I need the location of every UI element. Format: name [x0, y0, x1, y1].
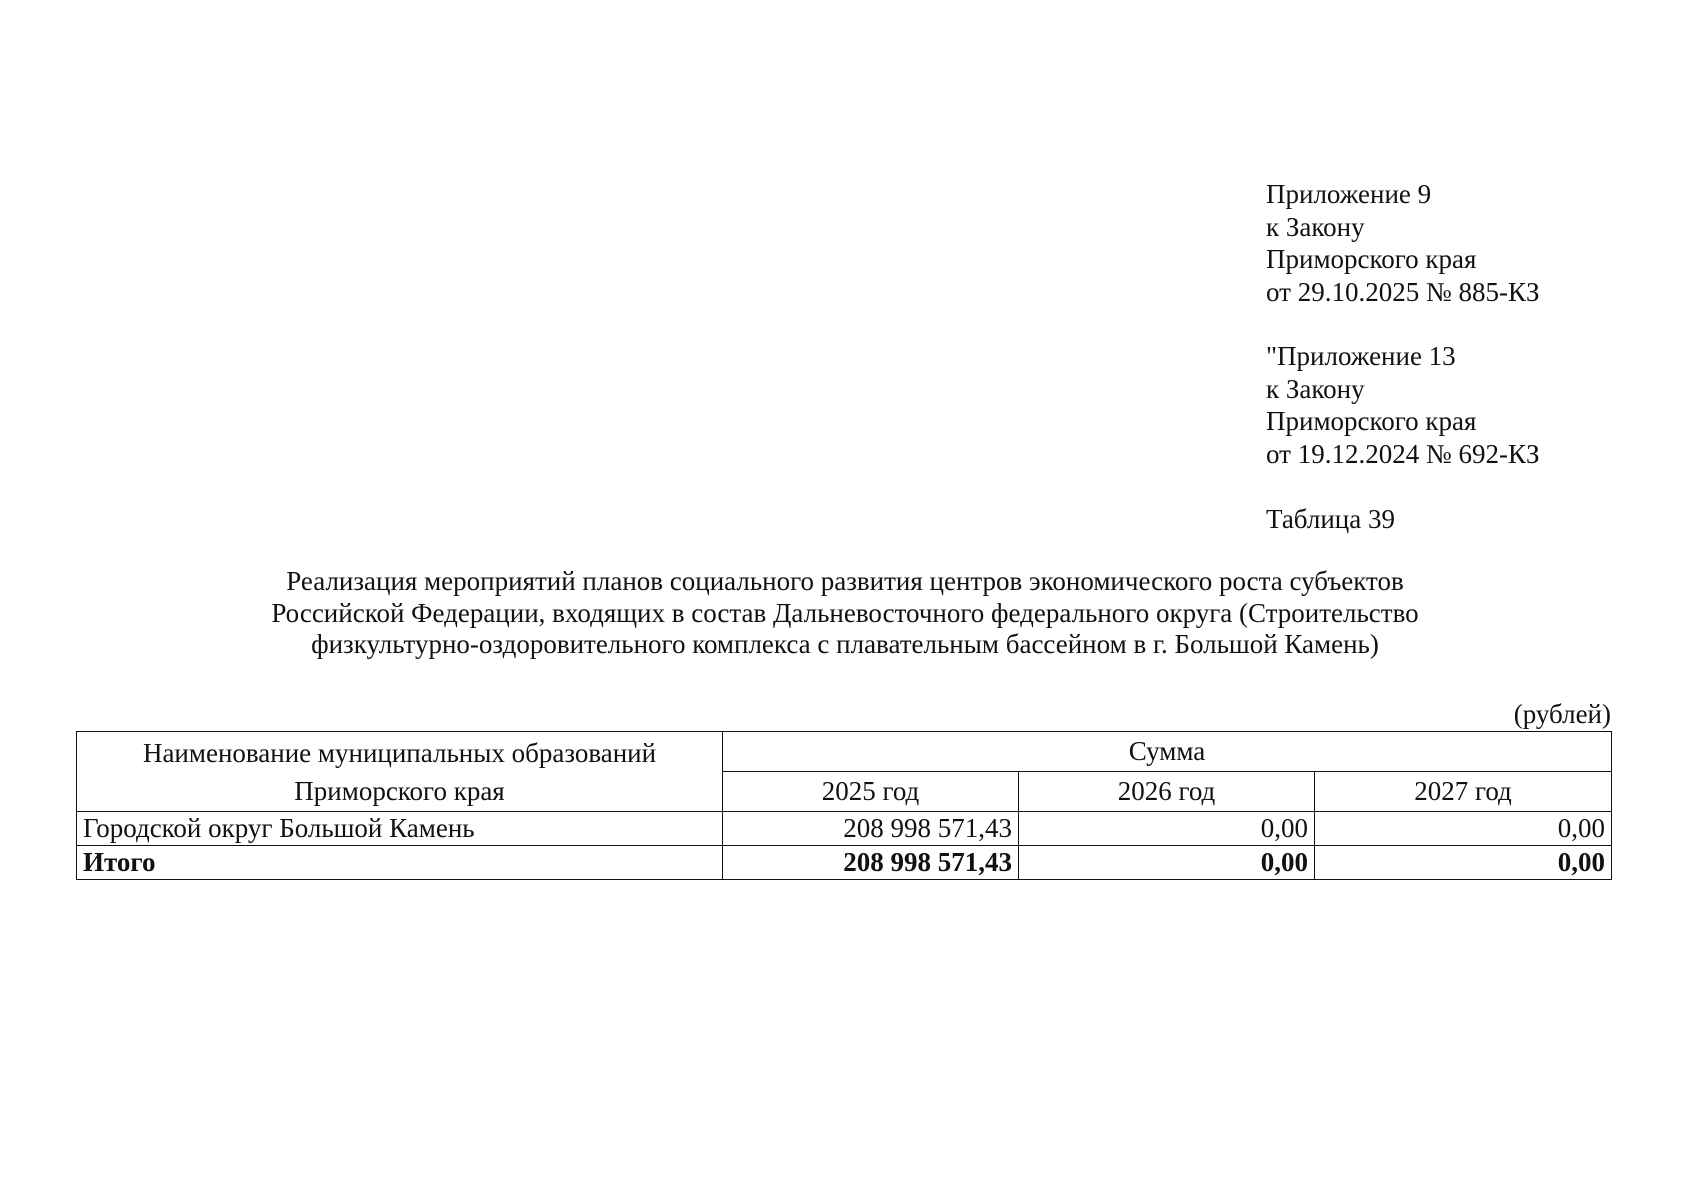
total-value-2025: 208 998 571,43 [723, 846, 1019, 880]
table-header-row [77, 732, 1612, 772]
appendix-current-block [1266, 178, 1539, 308]
appendix-original-line: к Закону [1266, 373, 1365, 404]
row-value-2025: 208 998 571,43 [723, 812, 1019, 846]
appendix-original-line: от 19.12.2024 № 692-КЗ [1266, 438, 1540, 469]
appendix-original-block [1266, 340, 1539, 470]
total-value-2026: 0,00 [1019, 846, 1315, 880]
header-sum: Сумма [723, 732, 1612, 772]
total-value-2027: 0,00 [1315, 846, 1612, 880]
appendix-current-line: от 29.10.2025 № 885-КЗ [1266, 276, 1540, 307]
header-municipality [77, 732, 723, 812]
header-year-2027: 2027 год [1315, 772, 1612, 812]
header-municipality-line: Наименование муниципальных образований [142, 737, 657, 768]
total-label: Итого [77, 846, 723, 880]
row-value-2026: 0,00 [1019, 812, 1315, 846]
table-number: Таблица 39 [1266, 504, 1395, 534]
title-line: физкультурно-оздоровительного комплекса с плавательным бассейном в г. Большой Камень) [311, 629, 1379, 659]
header-year-2026: 2026 год [1019, 772, 1315, 812]
row-municipality-name: Городской округ Большой Камень [77, 812, 723, 846]
budget-table [76, 731, 1612, 880]
table-total-row [77, 846, 1612, 880]
appendix-current-line: Приморского края [1266, 244, 1477, 274]
header-year-2025: 2025 год [723, 772, 1019, 812]
appendix-original-line: Приморского края [1266, 406, 1477, 436]
appendix-original-line: "Приложение 13 [1266, 341, 1456, 371]
appendix-current-line: к Закону [1266, 211, 1365, 242]
title-line: Реализация мероприятий планов социального развития центров экономического роста субъектов [286, 566, 1404, 596]
row-value-2027: 0,00 [1315, 812, 1612, 846]
title-line: Российской Федерации, входящих в состав Дальневосточного федерального округа (Строительство [271, 597, 1419, 628]
appendix-current-line: Приложение 9 [1266, 179, 1432, 209]
header-municipality-line: Приморского края [294, 775, 505, 806]
document-title [150, 566, 1540, 661]
units-label: (рублей) [1513, 699, 1611, 729]
table-row [77, 812, 1612, 846]
